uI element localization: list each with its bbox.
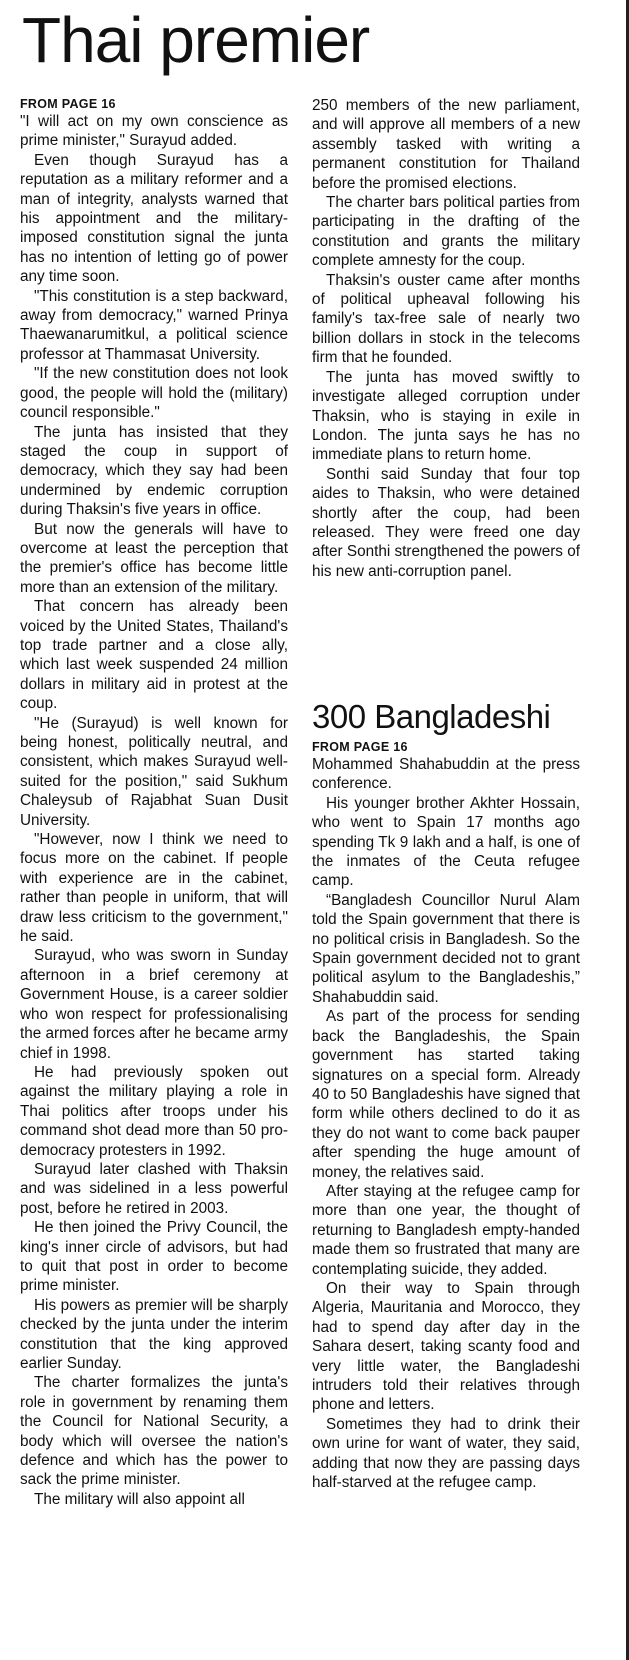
paragraph: The charter bars political parties from participating in the drafting of the constitution and grants the military complete amnesty for the coup. (312, 194, 580, 270)
paragraph: But now the generals will have to overcome at least the perception that the premier's office has become little more than an extension of the military. (20, 520, 288, 596)
paragraph: The junta has insisted that they staged the coup in support of democracy, which they say had been undermined by endemic corruption during Thaksin's five years in office. (20, 423, 288, 519)
paragraph: Mohammed Shahabuddin at the press conference. (312, 756, 580, 793)
paragraph: "This constitution is a step backward, away from democracy," warned Prinya Thaewanarumitkul, a political science professor at Thammasat University. (20, 287, 288, 363)
paragraph: On their way to Spain through Algeria, Mauritania and Morocco, they had to spend day after day in the Sahara desert, taking scanty food and very little water, the Bangladeshi intruders told their relatives through phone and letters. (312, 1279, 580, 1414)
paragraph: Surayud, who was sworn in Sunday afternoon in a brief ceremony at Government House, is a career soldier who won respect for professionalising the armed forces after he became army chief in 1998. (20, 947, 288, 1062)
paragraph: Sonthi said Sunday that four top aides to Thaksin, who were detained shortly after the coup, had been released. They were freed one day after Sonthi strengthened the powers of his new anti-corruption panel. (312, 465, 580, 580)
paragraph: Surayud later clashed with Thaksin and was sidelined in a less powerful post, before he retired in 2003. (20, 1160, 288, 1217)
story1-right-column (312, 96, 580, 581)
paragraph: His powers as premier will be sharply checked by the junta under the interim constitution that the king approved earlier Sunday. (20, 1296, 288, 1372)
paragraph: "However, now I think we need to focus more on the cabinet. If people with experience are in the cabinet, rather than people in uniform, that will draw less criticism to the government," he said. (20, 831, 288, 946)
paragraph: "I will act on my own conscience as prime minister," Surayud added. (20, 113, 288, 150)
paragraph: His younger brother Akhter Hossain, who went to Spain 17 months ago spending Tk 9 lakh and a half, is one of the inmates of the Ceuta refugee camp. (312, 794, 580, 890)
paragraph: Sometimes they had to drink their own urine for want of water, they said, adding that now they are passing days half-starved at the refugee camp. (312, 1415, 580, 1492)
paragraph: The military will also appoint all (34, 1490, 245, 1508)
paragraph: He then joined the Privy Council, the king's inner circle of advisors, but had to quit that post in order to become prime minister. (20, 1219, 288, 1295)
story1-kicker: FROM PAGE 16 (20, 97, 116, 111)
story1-left-column (20, 96, 288, 1509)
paragraph: That concern has already been voiced by the United States, Thailand's top trade partner and a close ally, which last week suspended 24 million dollars in military aid in protest at the coup. (20, 598, 288, 713)
paragraph: After staying at the refugee camp for more than one year, the thought of returning to Bangladesh empty-handed made them so frustrated that many are contemplating suicide, they added. (312, 1182, 580, 1278)
paragraph: As part of the process for sending back the Bangladeshis, the Spain government has started taking signatures on a special form. Already 40 to 50 Bangladeshis have signed that form while others declined to do it as they do not want to come back pauper after spending the huge amount of money, the relatives said. (312, 1008, 580, 1181)
paragraph: "He (Surayud) is well known for being honest, politically neutral, and consistent, which makes Surayud well-suited for the position," said Sukhum Chaleysub of Rajabhat Suan Dusit University. (20, 714, 288, 829)
story2-kicker: FROM PAGE 16 (312, 740, 408, 754)
headline-thai-premier: Thai premier (22, 4, 370, 76)
paragraph: “Bangladesh Councillor Nurul Alam told the Spain government that there is no political crisis in Bangladesh. So the Spain government decided not to grant political asylum to the Bangladeshis,” Shahabuddin said. (312, 891, 580, 1006)
paragraph: Even though Surayud has a reputation as a military reformer and a man of integrity, analysts warned that his appointment and the military-imposed constitution signal the junta has no intention of letting go of power any time soon. (20, 151, 288, 286)
paragraph: "If the new constitution does not look good, the people will hold the (military) council responsible." (20, 365, 288, 422)
paragraph: The charter formalizes the junta's role in government by renaming them the Council for National Security, a body which will oversee the nation's defence and which has the power to sack the prime minister. (20, 1374, 288, 1489)
story2-column (312, 739, 580, 1492)
paragraph: He had previously spoken out against the military playing a role in Thai politics after troops under his command shot dead more than 50 pro-democracy protesters in 1992. (20, 1063, 288, 1159)
headline-300-bangladeshi: 300 Bangladeshi (312, 698, 551, 735)
paragraph: 250 members of the new parliament, and will approve all members of a new assembly tasked with writing a permanent constitution for Thailand before the promised elections. (312, 97, 580, 192)
story-300-bangladeshi (312, 697, 580, 1492)
paragraph: The junta has moved swiftly to investigate alleged corruption under Thaksin, who is staying in exile in London. The junta says he has no immediate plans to return home. (312, 368, 580, 464)
paragraph: Thaksin's ouster came after months of political upheaval following his family's tax-free sale of nearly two billion dollars in stock in the telecoms firm that he founded. (312, 271, 580, 367)
